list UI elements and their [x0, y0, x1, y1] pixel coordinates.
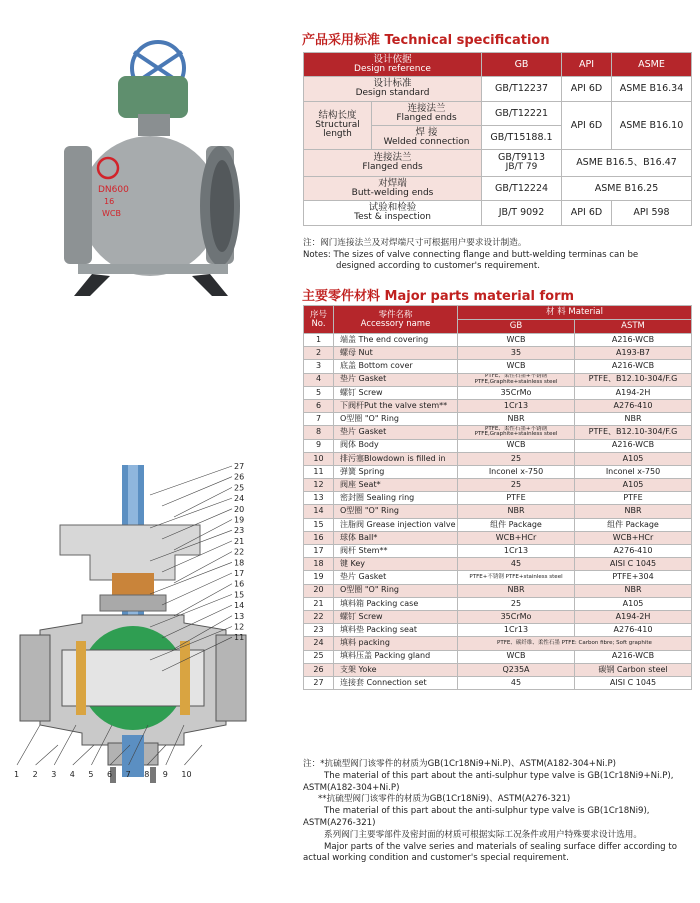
- table-cell: Q235A: [458, 663, 575, 676]
- table-cell: 16: [304, 531, 334, 544]
- spec-structural-length-label: 结构长度 Structural length: [304, 102, 372, 150]
- callout-number: 16: [234, 579, 245, 589]
- table-row: [304, 531, 692, 544]
- callout-number: 25: [234, 483, 245, 493]
- table-cell: O型圈 "O" Ring: [334, 413, 458, 426]
- spec-butt-welding-label: 对焊端 Butt-welding ends: [304, 177, 482, 201]
- table-cell: 填料箱 Packing case: [334, 597, 458, 610]
- spec-flanged-ends-label: 连接法兰 Flanged ends: [304, 150, 482, 177]
- table-cell: 填料压盖 Packing gland: [334, 650, 458, 663]
- table-cell: 螺钉 Screw: [334, 386, 458, 399]
- table-cell: 排污塞Blowdown is filled in: [334, 452, 458, 465]
- table-row: [304, 584, 692, 597]
- callout-number: 14: [234, 601, 245, 611]
- table-cell: WCB+HCr: [575, 531, 692, 544]
- table-row: [304, 650, 692, 663]
- callout-number: 26: [234, 472, 245, 482]
- table-cell: PTFE+不锈钢 PTFE+stainless steel: [458, 571, 575, 584]
- table-cell: 45: [458, 558, 575, 571]
- table-cell: 18: [304, 558, 334, 571]
- table-cell: 注脂阀 Grease injection valve: [334, 518, 458, 531]
- table-cell: Inconel x-750: [575, 465, 692, 478]
- callout-number: 3: [51, 770, 57, 779]
- table-cell: 13: [304, 492, 334, 505]
- table-cell: 25: [458, 479, 575, 492]
- table-row: [304, 624, 692, 637]
- callout-leader: [184, 745, 202, 765]
- spec-design-standard-asme: ASME B16.34: [612, 77, 692, 102]
- spec-header-asme: ASME: [612, 53, 692, 77]
- parts-section-title: 主要零件材料 Major parts material form: [302, 289, 575, 304]
- table-cell: 12: [304, 479, 334, 492]
- table-cell: PTFE、柔性石墨+不锈钢 PTFE,Graphite+stainless steel: [458, 373, 575, 386]
- callout-number: 21: [234, 536, 245, 546]
- parts-note-line: ASTM(A276-321): [303, 818, 376, 828]
- callout-number: 20: [234, 504, 245, 514]
- table-cell: WCB: [458, 650, 575, 663]
- table-cell: A105: [575, 597, 692, 610]
- table-cell: 17: [304, 545, 334, 558]
- table-cell: 22: [304, 610, 334, 623]
- callout-number: 6: [107, 770, 113, 779]
- table-cell: 垫片 Gasket: [334, 426, 458, 439]
- spec-welded-gb: GB/T15188.1: [482, 126, 562, 150]
- table-cell: A276-410: [575, 624, 692, 637]
- table-cell: A216-WCB: [575, 334, 692, 347]
- table-cell: NBR: [458, 413, 575, 426]
- table-cell: NBR: [575, 413, 692, 426]
- table-row: [304, 360, 692, 373]
- table-cell: 7: [304, 413, 334, 426]
- table-cell: 4: [304, 373, 334, 386]
- table-row: [304, 518, 692, 531]
- table-cell: 阀杆 Stem**: [334, 545, 458, 558]
- yoke: [60, 525, 200, 580]
- table-row: [304, 479, 692, 492]
- table-cell: 3: [304, 360, 334, 373]
- table-cell: 25: [458, 597, 575, 610]
- table-cell: 下阀杆Put the valve stem**: [334, 399, 458, 412]
- table-cell: 密封圈 Sealing ring: [334, 492, 458, 505]
- table-row: [304, 399, 692, 412]
- spec-table: [303, 52, 692, 226]
- table-cell: PTFE: [575, 492, 692, 505]
- table-cell: A216-WCB: [575, 360, 692, 373]
- table-cell: A194-2H: [575, 386, 692, 399]
- callout-leader: [17, 725, 40, 765]
- table-cell: 支架 Yoke: [334, 663, 458, 676]
- spec-flanged-gb: GB/T12221: [482, 102, 562, 126]
- table-cell: 24: [304, 637, 334, 650]
- seat-left: [76, 641, 86, 715]
- table-cell: NBR: [575, 505, 692, 518]
- callout-number: 27: [234, 462, 245, 471]
- spec-note-en-1: Notes: The sizes of valve connecting flange and butt-welding terminas can be: [303, 250, 639, 260]
- table-cell: 35CrMo: [458, 610, 575, 623]
- callout-number: 7: [125, 770, 131, 779]
- table-cell: 弹簧 Spring: [334, 465, 458, 478]
- callout-number: 11: [234, 633, 245, 643]
- parts-note-line: 注：*抗硫型阀门该零件的材质为GB(1Cr18Ni9+Ni.P)、ASTM(A182-304+Ni.P): [303, 759, 617, 769]
- table-cell: NBR: [458, 505, 575, 518]
- spec-butt-welding-gb: GB/T12224: [482, 177, 562, 201]
- table-cell: 1Cr13: [458, 399, 575, 412]
- table-cell: 阀体 Body: [334, 439, 458, 452]
- table-cell: A193-B7: [575, 347, 692, 360]
- table-row: [304, 676, 692, 689]
- table-cell: PTFE、B12.10-304/F.G: [575, 426, 692, 439]
- table-cell: 阀座 Seat*: [334, 479, 458, 492]
- spec-test-asme: API 598: [612, 201, 692, 226]
- callout-number: 5: [88, 770, 94, 779]
- table-row: [304, 386, 692, 399]
- table-row: [304, 465, 692, 478]
- parts-note-line: The material of this part about the anti-sulphur type valve is GB(1Cr18Ni9),: [324, 806, 650, 817]
- callout-number: 9: [162, 770, 168, 779]
- parts-header-no: 序号 No.: [304, 306, 334, 334]
- table-cell: A276-410: [575, 545, 692, 558]
- table-cell: 垫片 Gasket: [334, 373, 458, 386]
- table-row: [304, 597, 692, 610]
- table-cell: 组件 Package: [575, 518, 692, 531]
- table-cell: 23: [304, 624, 334, 637]
- table-cell: 35: [458, 347, 575, 360]
- callout-number: 10: [181, 770, 192, 779]
- callout-number: 12: [234, 622, 245, 632]
- spec-header-gb: GB: [482, 53, 562, 77]
- table-cell: 14: [304, 505, 334, 518]
- table-row: [304, 571, 692, 584]
- spec-note-en-2: designed according to customer's requirement.: [336, 261, 540, 271]
- table-cell: 20: [304, 584, 334, 597]
- table-cell: 45: [458, 676, 575, 689]
- callout-leader: [174, 584, 232, 616]
- spec-flanged-ends-asme: ASME B16.5、B16.47: [562, 150, 692, 177]
- valve-pressure-marking: 16: [104, 197, 115, 206]
- valve-material-marking: WCB: [102, 209, 121, 218]
- table-row: [304, 347, 692, 360]
- callout-number: 24: [234, 494, 245, 504]
- parts-header-astm: ASTM: [575, 320, 692, 334]
- table-cell: 螺钉 Screw: [334, 610, 458, 623]
- callout-number: 2: [32, 770, 38, 779]
- table-cell: 25: [304, 650, 334, 663]
- spec-design-standard-api: API 6D: [562, 77, 612, 102]
- table-row: [304, 545, 692, 558]
- table-cell: AISI C 1045: [575, 676, 692, 689]
- table-cell: WCB: [458, 439, 575, 452]
- table-cell: WCB: [458, 334, 575, 347]
- valve-product-photo: [30, 28, 270, 308]
- parts-header-gb: GB: [458, 320, 575, 334]
- table-row: [304, 334, 692, 347]
- table-cell: 5: [304, 386, 334, 399]
- callout-leader: [36, 745, 58, 765]
- table-cell: Inconel x-750: [458, 465, 575, 478]
- spec-structural-asme: ASME B16.10: [612, 102, 692, 150]
- table-row: [304, 637, 692, 650]
- parts-table: [303, 305, 692, 690]
- table-cell: A194-2H: [575, 610, 692, 623]
- spec-header-api: API: [562, 53, 612, 77]
- parts-note-line: ASTM(A182-304+Ni.P): [303, 782, 400, 793]
- callout-leader: [150, 466, 232, 495]
- table-row: [304, 426, 692, 439]
- table-row: [304, 439, 692, 452]
- table-cell: O型圈 "O" Ring: [334, 584, 458, 597]
- parts-note-line: The material of this part about the anti-sulphur type valve is GB(1Cr18Ni9+Ni.P),: [324, 770, 674, 781]
- table-row: [304, 492, 692, 505]
- spec-test-gb: JB/T 9092: [482, 201, 562, 226]
- table-cell: 10: [304, 452, 334, 465]
- table-cell: 填料垫 Packing seat: [334, 624, 458, 637]
- table-cell: WCB: [458, 360, 575, 373]
- table-cell: 螺母 Nut: [334, 347, 458, 360]
- callout-leader: [54, 725, 76, 765]
- spec-section-title: 产品采用标准 Technical specification: [302, 33, 550, 48]
- callout-number: 8: [144, 770, 150, 779]
- parts-header-name: 零件名称 Accessory name: [334, 306, 458, 334]
- table-cell: 15: [304, 518, 334, 531]
- spec-header-reference: 设计依据 Design reference: [304, 53, 482, 77]
- table-cell: 35CrMo: [458, 386, 575, 399]
- table-cell: 11: [304, 465, 334, 478]
- callout-number: 23: [234, 526, 245, 536]
- table-cell: 组件 Package: [458, 518, 575, 531]
- table-cell: PTFE: [458, 492, 575, 505]
- table-cell: 27: [304, 676, 334, 689]
- table-cell: 9: [304, 439, 334, 452]
- spec-flanged-ends-gb: GB/T9113 JB/T 79: [482, 150, 562, 177]
- table-cell: A105: [575, 479, 692, 492]
- table-cell: O型圈 "O" Ring: [334, 505, 458, 518]
- table-cell: 1Cr13: [458, 545, 575, 558]
- spec-test-api: API 6D: [562, 201, 612, 226]
- callout-number: 19: [234, 515, 245, 525]
- table-row: [304, 558, 692, 571]
- table-cell: A216-WCB: [575, 650, 692, 663]
- gearbox: [118, 76, 188, 118]
- table-cell: A276-410: [575, 399, 692, 412]
- valve-cross-section-drawing: [0, 455, 300, 795]
- valve-size-marking: DN600: [98, 185, 129, 195]
- table-cell: 2: [304, 347, 334, 360]
- spec-design-standard-label: 设计标准 Design standard: [304, 77, 482, 102]
- parts-note-line: actual working condition and customer's special requirement.: [303, 853, 569, 864]
- table-cell: 球体 Ball*: [334, 531, 458, 544]
- table-cell: PTFE+304: [575, 571, 692, 584]
- spec-butt-welding-asme: ASME B16.25: [562, 177, 692, 201]
- table-cell: 8: [304, 426, 334, 439]
- table-row: [304, 413, 692, 426]
- callout-leader: [150, 498, 232, 528]
- callout-leader: [174, 552, 232, 583]
- table-cell: PTFE、柔性石墨+不锈钢 PTFE,Graphite+stainless steel: [458, 426, 575, 439]
- table-row: [304, 663, 692, 676]
- spec-test-label: 试验和检验 Test & inspection: [304, 201, 482, 226]
- table-cell: A105: [575, 452, 692, 465]
- callout-number: 15: [234, 590, 245, 600]
- spec-note-cn: 注：阀门连接法兰及对焊端尺寸可根据用户要求设计制造。: [303, 238, 527, 248]
- callout-number: 18: [234, 558, 245, 568]
- table-cell: 填料 packing: [334, 637, 458, 650]
- spec-flanged-label: 连接法兰 Flanged ends: [372, 102, 482, 126]
- table-cell: NBR: [575, 584, 692, 597]
- callout-number: 13: [234, 611, 245, 621]
- packing: [112, 573, 154, 597]
- table-cell: 6: [304, 399, 334, 412]
- spec-welded-label: 焊 接 Welded connection: [372, 126, 482, 150]
- parts-note-line: **抗硫型阀门该零件的材质为GB(1Cr18Ni9)、ASTM(A276-321): [318, 794, 571, 805]
- table-cell: 26: [304, 663, 334, 676]
- table-cell: NBR: [458, 584, 575, 597]
- parts-header-material: 材 料 Material: [458, 306, 692, 320]
- table-cell: PTFE、碳纤维、柔性石墨 PTFE: Carbon fibre; Soft graphite: [458, 637, 692, 650]
- valve-body: [80, 136, 220, 276]
- table-cell: PTFE、B12.10-304/F.G: [575, 373, 692, 386]
- spec-design-standard-gb: GB/T12237: [482, 77, 562, 102]
- table-cell: 1Cr13: [458, 624, 575, 637]
- table-cell: 25: [458, 452, 575, 465]
- callout-leader: [162, 477, 232, 506]
- table-row: [304, 373, 692, 386]
- table-cell: 21: [304, 597, 334, 610]
- table-cell: AISI C 1045: [575, 558, 692, 571]
- table-row: [304, 610, 692, 623]
- parts-note-line: Major parts of the valve series and materials of sealing surface differ according to: [324, 841, 677, 852]
- table-cell: 底盖 Bottom cover: [334, 360, 458, 373]
- table-cell: 垫片 Gasket: [334, 571, 458, 584]
- callout-leader: [73, 745, 94, 765]
- table-cell: 连接套 Connection set: [334, 676, 458, 689]
- callout-number: 4: [69, 770, 75, 779]
- seat-right: [180, 641, 190, 715]
- table-cell: 端盖 The end covering: [334, 334, 458, 347]
- table-row: [304, 452, 692, 465]
- table-cell: 1: [304, 334, 334, 347]
- table-cell: A216-WCB: [575, 439, 692, 452]
- table-cell: 19: [304, 571, 334, 584]
- callout-number: 22: [234, 547, 245, 557]
- table-cell: 键 Key: [334, 558, 458, 571]
- callout-number: 17: [234, 569, 245, 578]
- callout-number: 1: [14, 770, 20, 779]
- table-cell: WCB+HCr: [458, 531, 575, 544]
- spec-structural-api: API 6D: [562, 102, 612, 150]
- parts-note-line: 系列阀门主要零部件及密封面的材质可根据实际工况条件或用户特殊要求设计选用。: [324, 829, 642, 840]
- table-cell: 碳钢 Carbon steel: [575, 663, 692, 676]
- table-row: [304, 505, 692, 518]
